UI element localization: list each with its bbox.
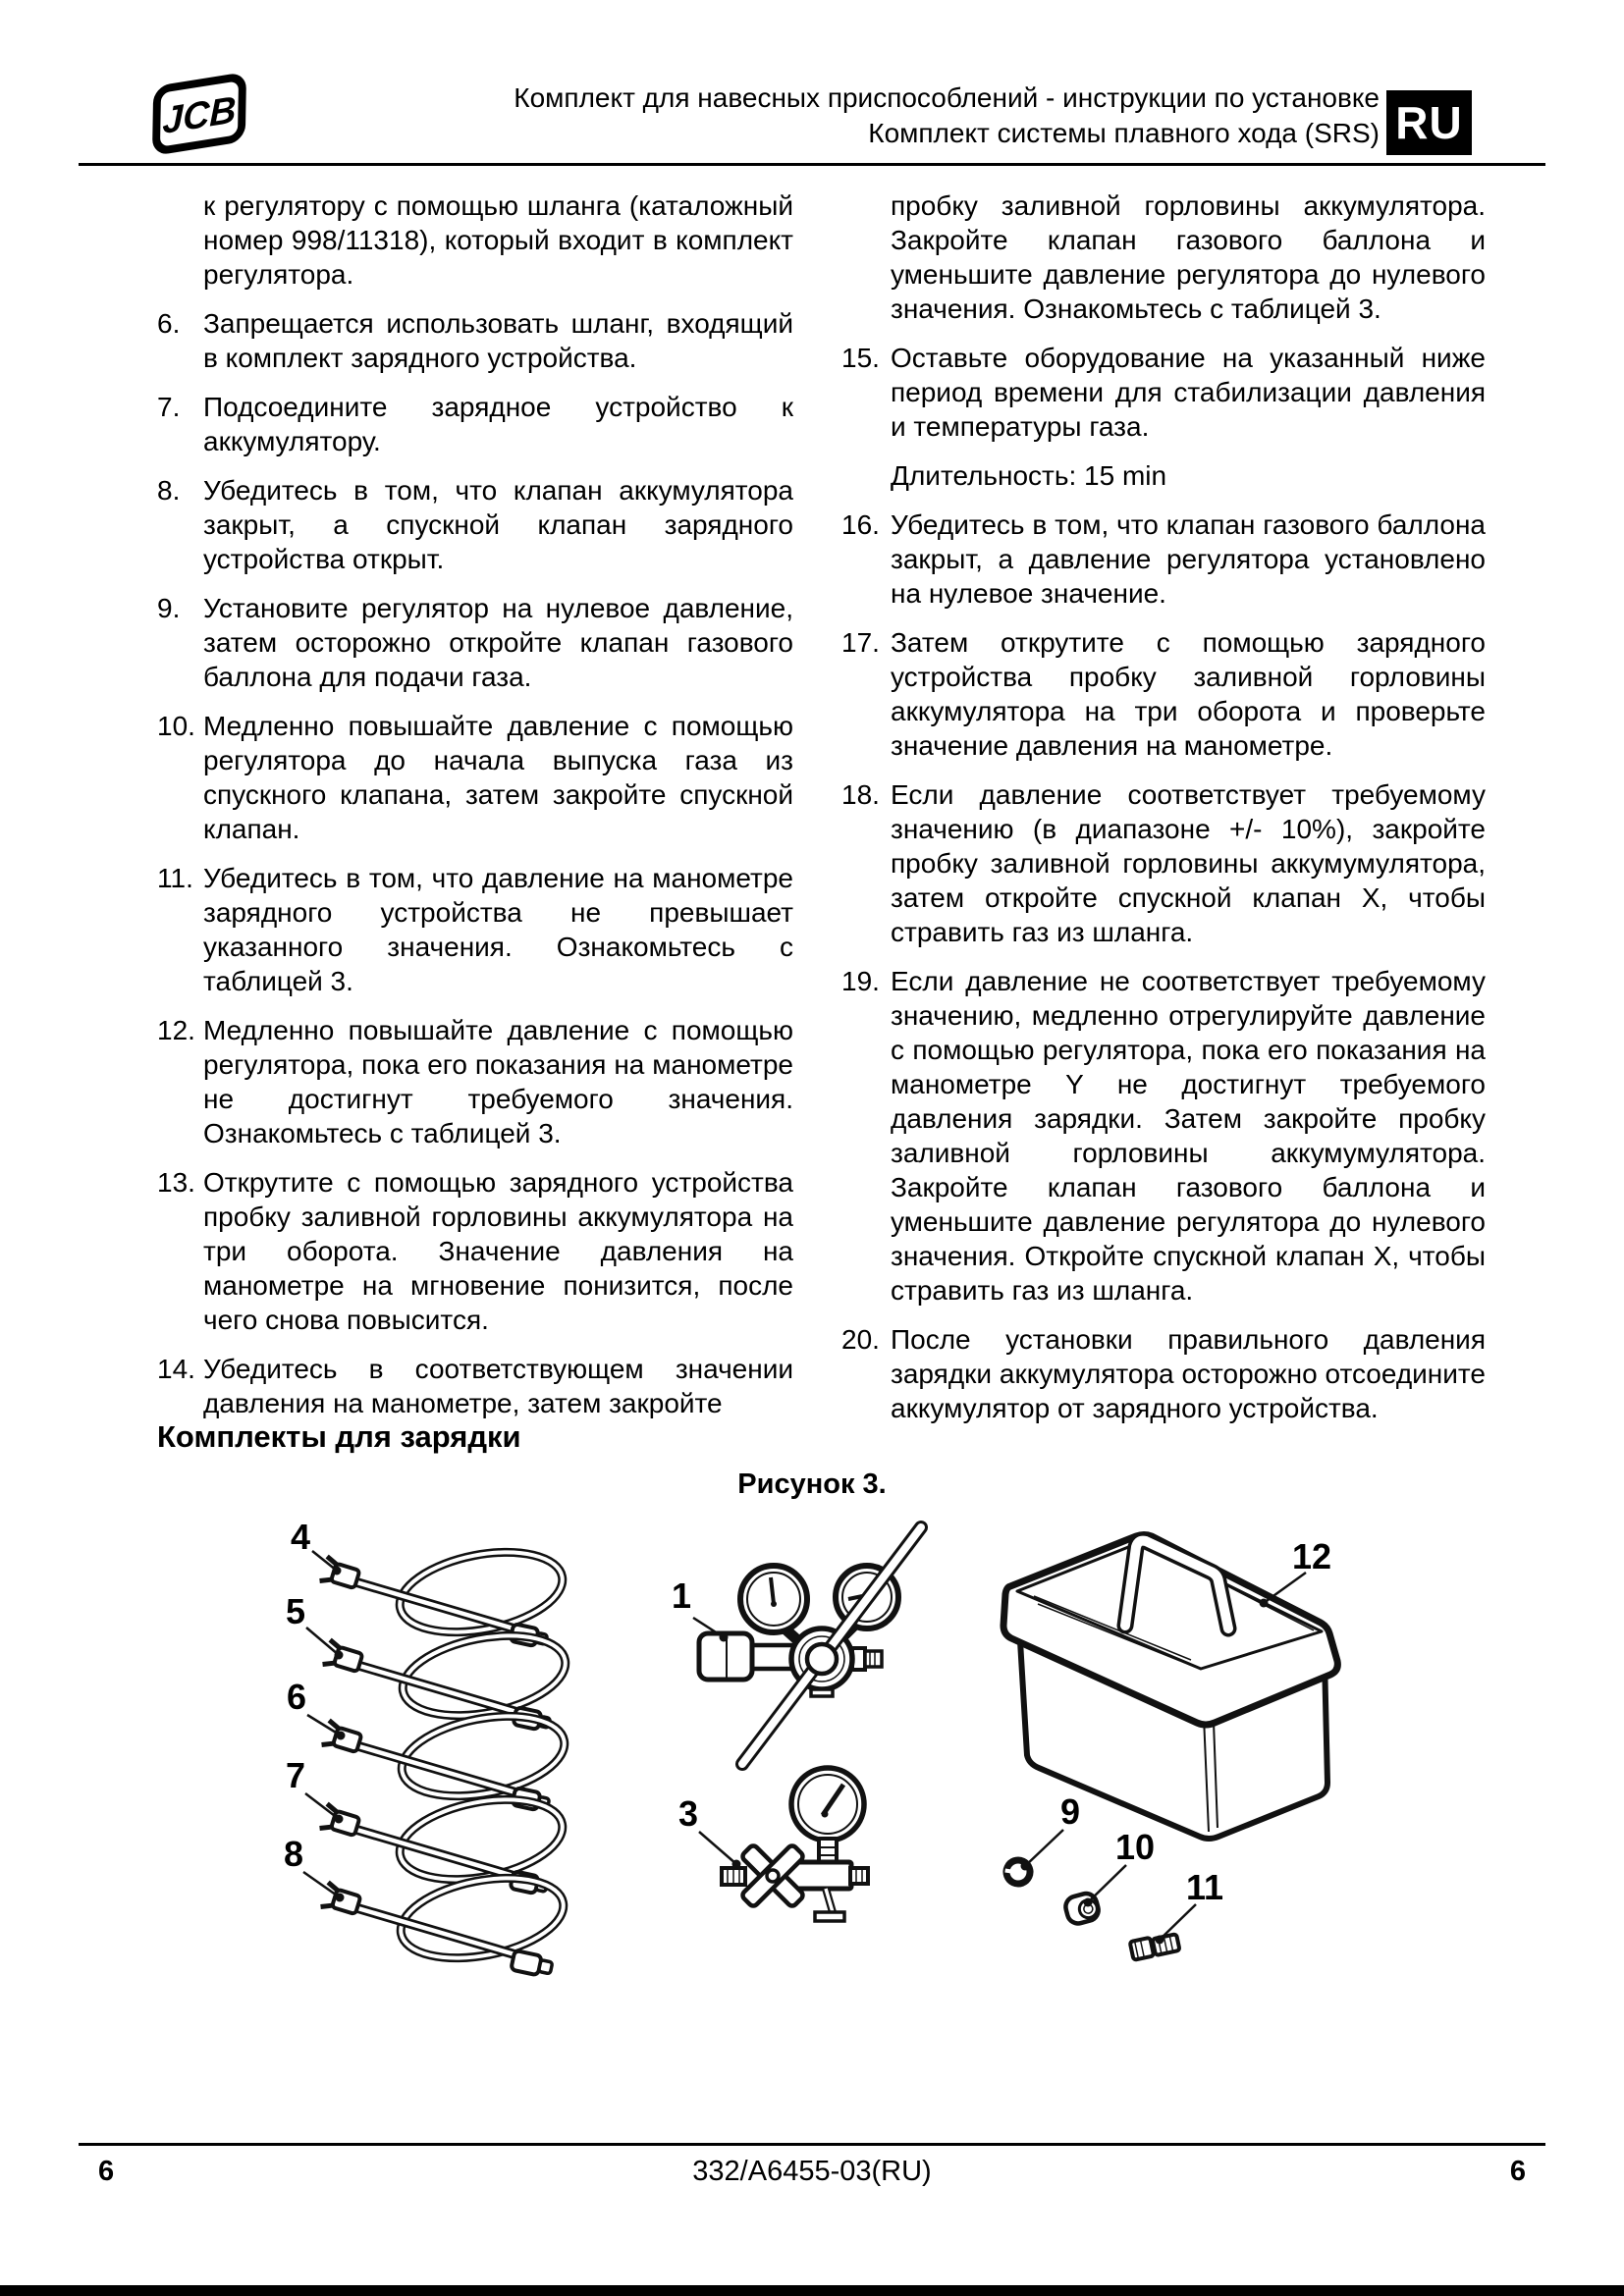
adapter-fitting-illustration — [1130, 1932, 1180, 1960]
item-text: к регулятору с помощью шланга (каталожный номер 998/11318), который входит в комплект регулятора. — [203, 190, 793, 290]
item-number: 20. — [841, 1324, 880, 1355]
item-text: Медленно повышайте давление с помощью регулятора, пока его показания на манометре не достигнут требуемого значения. Ознакомьтесь с таблицей 3. — [203, 1015, 793, 1148]
figure-callout-5: 5 — [285, 1591, 306, 1631]
item-text: Убедитесь в том, что клапан газового баллона закрыт, а давление регулятора установлено на нулевое значение. — [891, 509, 1486, 609]
figure-callout-12: 12 — [1291, 1536, 1332, 1576]
item-number: 11. — [157, 863, 193, 893]
figure-callout-11: 11 — [1185, 1867, 1224, 1907]
item-number: 10. — [157, 711, 195, 741]
jcb-logo-icon — [145, 67, 253, 161]
hose-illustration — [320, 1540, 569, 1648]
item-text: Установите регулятор на нулевое давление, затем осторожно откройте клапан газового баллона для подачи газа. — [203, 593, 793, 692]
instruction-item — [157, 1013, 793, 1150]
item-text: Убедитесь в соответствующем значении давления на манометре, затем закройте — [203, 1354, 793, 1418]
instruction-item — [157, 306, 793, 375]
item-text: Затем открутите с помощью зарядного устройства пробку заливной горловины аккумулятора на три оборота и проверьте значение давления на манометре. — [891, 627, 1486, 761]
instruction-item — [157, 1165, 793, 1337]
header-title — [398, 80, 1380, 151]
figure-3-illustration — [236, 1517, 1375, 2007]
instruction-item — [841, 625, 1486, 763]
language-badge: RU — [1386, 90, 1472, 155]
hose-connector-icon — [511, 1950, 553, 1978]
document-number: 332/A6455-03(RU) — [692, 2156, 932, 2187]
instructions-left-column — [157, 188, 793, 1435]
figure-callout-1: 1 — [671, 1575, 692, 1616]
instruction-item — [841, 777, 1486, 949]
item-number: 6. — [157, 308, 181, 339]
instruction-item — [841, 964, 1486, 1308]
item-text: Открутите с помощью зарядного устройства пробку заливной горловины аккумулятора на три оборота. Значение давления на манометре на мгновение понизится, после чего снова повысится. — [203, 1167, 793, 1335]
instruction-item — [157, 591, 793, 694]
toolbox-illustration — [1003, 1535, 1337, 1840]
item-text: Медленно повышайте давление с помощью регулятора до начала выпуска газа из спускного клапана, затем закройте спускной клапан. — [203, 711, 793, 844]
item-text: Подсоедините зарядное устройство к аккумулятору. — [203, 392, 793, 456]
instruction-item — [157, 1352, 793, 1420]
header-rule — [79, 163, 1545, 166]
section-heading: Комплекты для зарядки — [157, 1419, 521, 1454]
item-number: 19. — [841, 966, 880, 996]
item-text: Если давление не соответствует требуемому значению, медленно отрегулируйте давление с помощью регулятора, пока его показания на манометре Y не достигнут требуемого давления зарядки. Затем закройте пробку заливной горловины аккумумулятора. Закройте клапан газового баллона и уменьшите давление регулятора до нулевого значения. Откройте спускной клапан X, чтобы стравить газ из шланга. — [891, 966, 1486, 1306]
logo-jcb-text: JCB — [162, 88, 237, 143]
figure-callout-8: 8 — [283, 1834, 304, 1874]
instruction-item — [841, 507, 1486, 611]
instruction-item — [841, 1322, 1486, 1425]
instruction-item — [157, 188, 793, 292]
figure-caption: Рисунок 3. — [737, 1468, 887, 1500]
item-number: 13. — [157, 1167, 195, 1198]
instruction-item — [157, 709, 793, 846]
item-number: 9. — [157, 593, 181, 623]
item-number: 8. — [157, 475, 181, 506]
item-number: 14. — [157, 1354, 195, 1384]
item-text: После установки правильного давления зарядки аккумулятора осторожно отсоедините аккумулятор от зарядного устройства. — [891, 1324, 1486, 1423]
page-number-right: 6 — [1509, 2156, 1526, 2187]
regulator-illustration — [699, 1527, 921, 1764]
item-text: Длительность: 15 min — [891, 460, 1167, 491]
item-number: 17. — [841, 627, 880, 658]
thread-nipple-icon — [850, 1868, 868, 1884]
figure-callout-10: 10 — [1114, 1827, 1156, 1867]
page-number-left: 6 — [98, 2156, 115, 2187]
figure-callout-3: 3 — [677, 1793, 699, 1834]
instructions-right-column — [841, 188, 1486, 1440]
hoses-illustration — [320, 1540, 572, 1978]
item-number: 15. — [841, 343, 880, 373]
figure-callout-7: 7 — [285, 1755, 306, 1795]
instruction-item — [157, 473, 793, 576]
duration-note — [841, 458, 1486, 493]
item-number: 18. — [841, 779, 880, 810]
item-text: Убедитесь в том, что давление на манометре зарядного устройства не превышает указанного значения. Ознакомьтесь с таблицей 3. — [203, 863, 793, 996]
instruction-item — [157, 861, 793, 998]
item-text: Оставьте оборудование на указанный ниже период времени для стабилизации давления и температуры газа. — [891, 343, 1486, 442]
item-number: 7. — [157, 392, 181, 422]
item-text: Убедитесь в том, что клапан аккумулятора закрыт, а спускной клапан зарядного устройства открыт. — [203, 475, 793, 574]
page-bottom-edge — [0, 2285, 1624, 2296]
instruction-item — [157, 390, 793, 458]
footer-rule — [79, 2143, 1545, 2146]
charging-valve-illustration — [722, 1768, 868, 1927]
item-text: Запрещается использовать шланг, входящий в комплект зарядного устройства. — [203, 308, 793, 373]
instruction-item — [841, 341, 1486, 444]
title-line-2: Комплект системы плавного хода (SRS) — [868, 118, 1380, 148]
figure-callout-4: 4 — [290, 1517, 311, 1557]
instruction-item — [841, 188, 1486, 326]
title-line-1: Комплект для навесных приспособлений - инструкции по установке — [514, 82, 1380, 113]
item-text: Если давление соответствует требуемому значению (в диапазоне +/- 10%), закройте пробку заливной горловины аккумумулятора, затем откройте спускной клапан X, чтобы стравить газ из шланга. — [891, 779, 1486, 947]
item-number: 12. — [157, 1015, 195, 1045]
outlet-thread-icon — [865, 1651, 882, 1667]
item-text: пробку заливной горловины аккумулятора. Закройте клапан газового баллона и уменьшите давление регулятора до нулевого значения. Ознакомьтесь с таблицей 3. — [891, 190, 1486, 324]
hose-illustration — [322, 1704, 571, 1812]
item-number: 16. — [841, 509, 880, 540]
figure-callout-9: 9 — [1059, 1791, 1081, 1832]
figure-callout-6: 6 — [286, 1677, 307, 1717]
